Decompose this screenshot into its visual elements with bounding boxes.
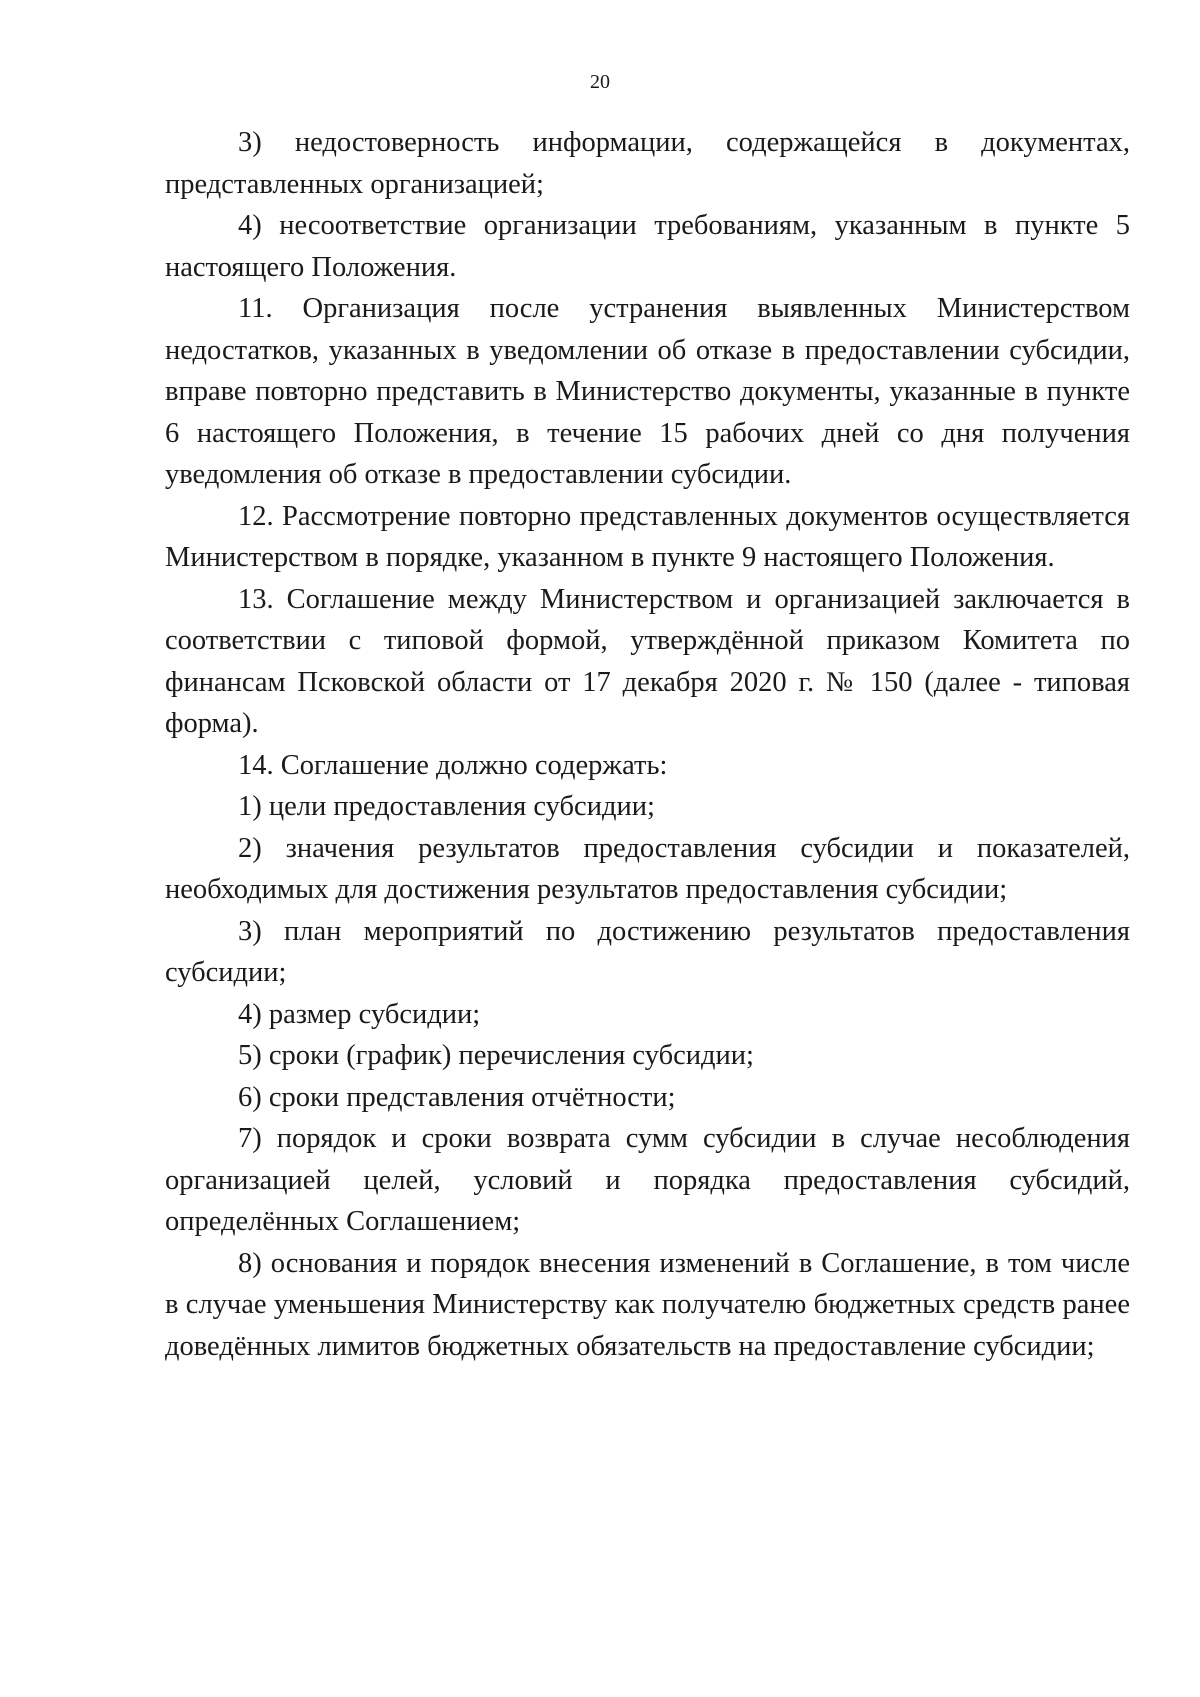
list-item-unreliable-info: 3) недостоверность информации, содержащейся в документах, представленных организацией; [165, 127, 1130, 200]
list-item-refund-procedure: 7) порядок и сроки возврата сумм субсидии в случае несоблюдения организацией целей, условий и порядка предоставления субсидий, определённых Соглашением; [165, 1123, 1130, 1237]
list-item-action-plan: 3) план мероприятий по достижению результатов предоставления субсидии; [165, 915, 1130, 988]
list-item-transfer-schedule: 5) сроки (график) перечисления субсидии; [238, 1040, 754, 1071]
list-item-reporting-terms: 6) сроки представления отчётности; [238, 1081, 676, 1113]
list-item-amendment-grounds: 8) основания и порядок внесения изменений в Соглашение, в том числе в случае уменьшения Министерству как получателю бюджетных средств ранее доведённых лимитов бюджетных обязательств на предоставление субсидии; [165, 1247, 1130, 1362]
list-item-subsidy-size: 4) размер субсидии; [238, 998, 481, 1030]
clause-12: 12. Рассмотрение повторно представленных документов осуществляется Министерством в порядке, указанном в пункте 9 настоящего Положения. [165, 500, 1130, 573]
list-item-noncompliance: 4) несоответствие организации требованиям, указанным в пункте 5 настоящего Положения. [165, 210, 1130, 283]
clause-11: 11. Организация после устранения выявленных Министерством недостатков, указанных в уведомлении об отказе в предоставлении субсидии, вправе повторно представить в Министерство документы, указанные в пункте 6 настоящего Положения, в течение 15 рабочих дней со дня получения уведомления об отказе в предоставлении субсидии. [165, 293, 1130, 490]
page-number: 20 [590, 71, 610, 93]
list-item-result-values: 2) значения результатов предоставления субсидии и показателей, необходимых для достижения результатов предоставления субсидии; [165, 832, 1130, 905]
clause-13: 13. Соглашение между Министерством и организацией заключается в соответствии с типовой формой, утверждённой приказом Комитета по финансам Псковской области от 17 декабря 2020 г. № 150 (далее - типовая форма). [165, 583, 1130, 739]
document-body [165, 122, 1130, 1367]
clause-14: 14. Соглашение должно содержать: [238, 749, 668, 781]
list-item-goals: 1) цели предоставления субсидии; [238, 791, 655, 822]
